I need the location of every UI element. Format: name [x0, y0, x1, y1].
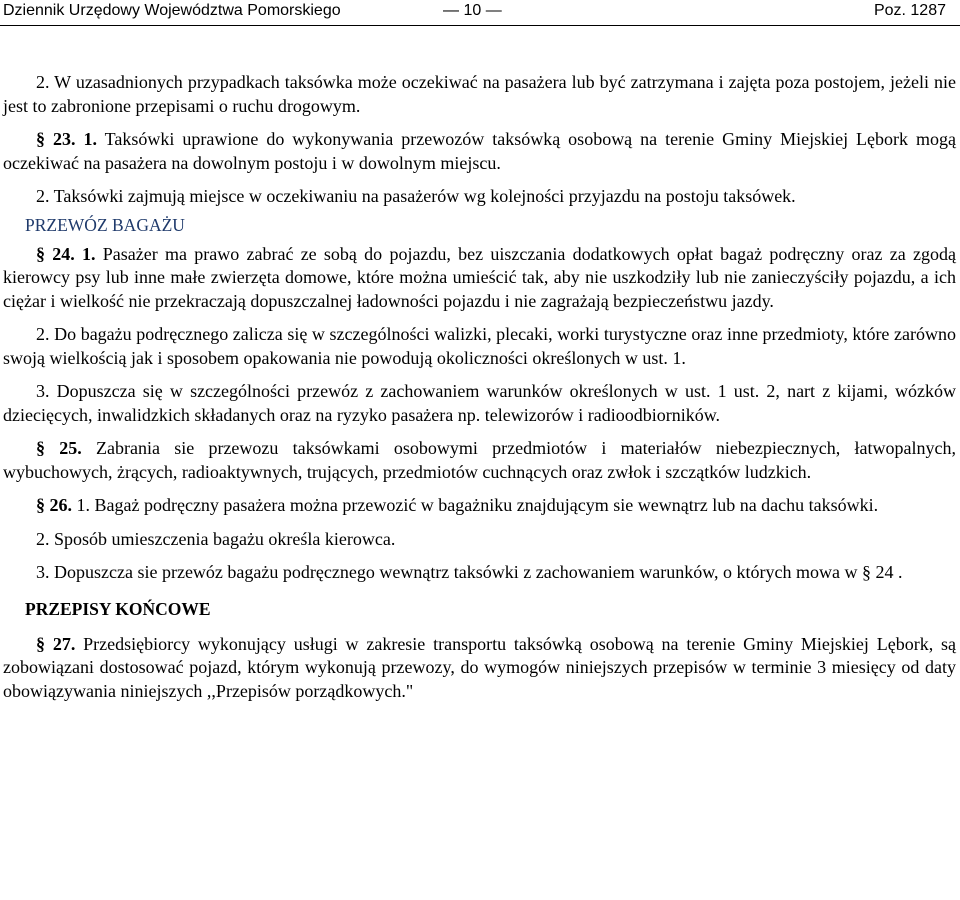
- paragraph-25: [3, 437, 956, 484]
- header-divider: [0, 25, 960, 26]
- paragraph-27: [3, 633, 956, 704]
- section-26-text: 1. Bagaż podręczny pasażera można przewozić w bagażniku znajdującym sie wewnątrz lub na dachu taksówki.: [72, 495, 879, 515]
- section-26-number: § 26.: [36, 495, 72, 515]
- paragraph-24-2: 2. Do bagażu podręcznego zalicza się w szczególności walizki, plecaki, worki turystyczne oraz inne przedmioty, które zarówno swoją wielkością jak i sposobem opakowania nie powodują okoliczności określonych w ust. 1.: [3, 324, 956, 368]
- section-24-text: Pasażer ma prawo zabrać ze sobą do pojazdu, bez uiszczania dodatkowych opłat bagaż podręczny oraz za zgodą kierowcy psy lub inne małe zwierzęta domowe, które można umieścić tak, aby nie uszkodziły lub nie zanieczyściły pojazdu, a ich ciężar i wielkość nie przekraczają dopuszczalnej ładowności pojazdu i nie zagrażają bezpieczeństwu jazdy.: [3, 243, 956, 311]
- paragraph-23-1: [3, 128, 956, 175]
- section-25-number: § 25.: [36, 438, 82, 458]
- section-23-number: § 23. 1.: [36, 129, 97, 149]
- document-body: [3, 71, 956, 703]
- paragraph-26-2: 2. Sposób umieszczenia bagażu określa kierowca.: [36, 528, 396, 549]
- header-position: Poz. 1287: [873, 2, 946, 19]
- section-23-text: Taksówki uprawione do wykonywania przewozów taksówką osobową na terenie Gminy Miejskiej Lębork mogą oczekiwać na pasażera na dowolnym postoju i w dowolnym miejscu.: [3, 129, 957, 173]
- section-27-number: § 27.: [36, 633, 76, 654]
- section-24-number: § 24. 1.: [36, 243, 96, 264]
- header-page-number: — 10 —: [443, 2, 502, 19]
- paragraph-26-1: [3, 494, 956, 518]
- paragraph-24-1: [3, 243, 956, 314]
- paragraph-24-3: 3. Dopuszcza się w szczególności przewóz z zachowaniem warunków określonych w ust. 1 ust. 2, nart z kijami, wózków dziecięcych, inwalidzkich składanych oraz na ryzyko pasażera np. telewizorów i radioodbiorników.: [3, 381, 956, 425]
- section-25-text: Zabrania sie przewozu taksówkami osobowymi przedmiotów i materiałów niebezpiecznych, łatwopalnych, wybuchowych, żrących, radioaktywnych, trujących, przedmiotów cuchnących oraz zwłok i szczątków ludzkich.: [3, 438, 956, 482]
- heading-final-provisions: PRZEPISY KOŃCOWE: [25, 598, 211, 619]
- header-publication-title: Dziennik Urzędowy Województwa Pomorskiego: [3, 2, 341, 19]
- section-27-text: Przedsiębiorcy wykonujący usługi w zakresie transportu taksówką osobową na terenie Gminy Miejskiej Lębork, są zobowiązani dostosować pojazd, którym wykonują przewozy, do wymogów niniejszych przepisów w terminie 3 miesięcy od daty obowiązywania niniejszych ,,Przepisów porządkowych.": [3, 633, 957, 701]
- page-header: [0, 0, 960, 22]
- paragraph-23-2: 2. Taksówki zajmują miejsce w oczekiwaniu na pasażerów wg kolejności przyjazdu na postoju taksówek.: [36, 186, 796, 206]
- paragraph-26-3: 3. Dopuszcza sie przewóz bagażu podręcznego wewnątrz taksówki z zachowaniem warunków, o których mowa w § 24 .: [36, 562, 903, 582]
- paragraph-22-2: 2. W uzasadnionych przypadkach taksówka może oczekiwać na pasażera lub być zatrzymana i zajęta poza postojem, jeżeli nie jest to zabronione przepisami o ruchu drogowym.: [3, 72, 956, 116]
- heading-luggage: PRZEWÓZ BAGAŻU: [25, 214, 185, 235]
